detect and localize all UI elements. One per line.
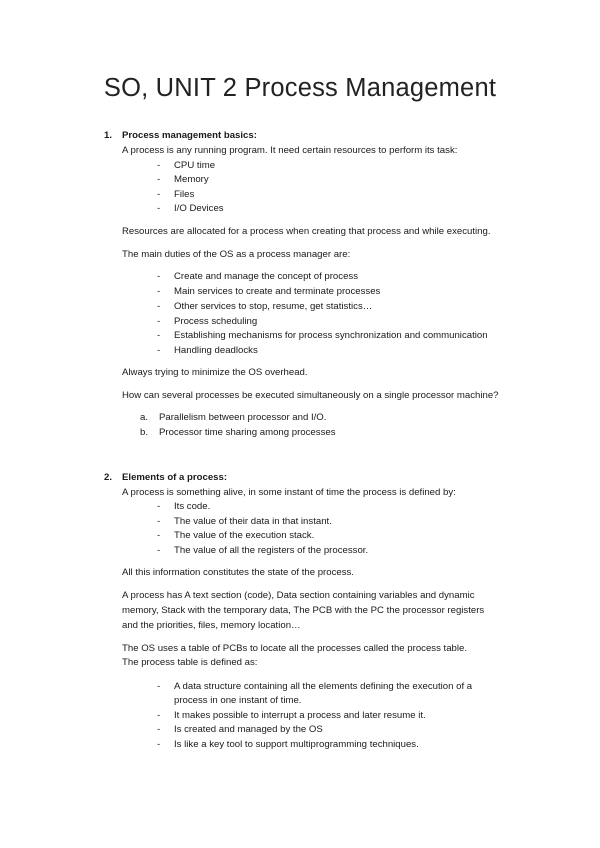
list-item: a. Parallelism between processor and I/O. bbox=[140, 412, 327, 423]
page-title: SO, UNIT 2 Process Management bbox=[103, 74, 497, 102]
section-1-number: 1. bbox=[104, 130, 113, 141]
section-2-title: Elements of a process: bbox=[122, 472, 228, 483]
paragraph: The main duties of the OS as a process manager are: bbox=[122, 249, 351, 260]
paragraph-line: memory, Stack with the temporary data, The PCB with the PC the processor registers bbox=[122, 605, 485, 616]
paragraph: Resources are allocated for a process when creating that process and while executing. bbox=[122, 226, 491, 237]
paragraph: How can several processes be executed simultaneously on a single processor machine? bbox=[122, 390, 499, 401]
section-1-title: Process management basics: bbox=[122, 130, 257, 141]
section-1-heading bbox=[104, 130, 257, 141]
section-2-intro: A process is something alive, in some instant of time the process is defined by: bbox=[122, 487, 456, 498]
section-2-heading bbox=[104, 472, 227, 483]
list-item: b. Processor time sharing among processes bbox=[140, 427, 336, 438]
section-2-number: 2. bbox=[104, 472, 113, 483]
section-1-intro: A process is any running program. It need certain resources to perform its task: bbox=[122, 145, 458, 156]
paragraph-line: The OS uses a table of PCBs to locate all the processes called the process table. bbox=[122, 643, 468, 654]
document-page: SO, UNIT 2 Process Management 1. Process management basics: A process is any running program. It need certain resources to perform its task: - CPU time - Memory - Files - I/O Devices Resources are allocated for a process when creating that process and while executing. The main duties of the OS as a process manager are: - Create and manage the concept of process - Main services to create and terminate processes - Other services to stop, resume, get statistics… - Process scheduling - Establishing mechanisms for process synchronization and communication - Handling deadlocks Always trying to minimize the OS overhead. How can several processes be executed simultaneously on a single processor machine? a. Parallelism between processor and I/O. b. Processor time sharing among processes 2. Elements of a process: A process is something alive, in some instant of time the process is defined by: - Its code. - The value of their data in that instant. - The value of the execution stack. - The value of all the registers of the processor. All this information constitutes the state of the process. A process has A text section (code), Data section containing variables and dynamic memory, Stack with the temporary data, The PCB with the PC the processor registers and the priorities, files, memory location… The OS uses a table of PCBs to locate all the processes called the process table. The process table is defined as: - A data structure containing all the elements defining the execution of a process in one instant of time. - It makes possible to interrupt a process and later resume it. - Is created and managed by the OS - Is like a key tool to support multiprogramming techniques. bbox=[0, 0, 600, 848]
paragraph-line: A process has A text section (code), Data section containing variables and dynamic bbox=[122, 590, 475, 601]
paragraph-line: and the priorities, files, memory location… bbox=[122, 620, 301, 631]
paragraph-line: The process table is defined as: bbox=[122, 657, 258, 668]
paragraph: Always trying to minimize the OS overhead. bbox=[122, 367, 308, 378]
paragraph: All this information constitutes the state of the process. bbox=[122, 567, 354, 578]
